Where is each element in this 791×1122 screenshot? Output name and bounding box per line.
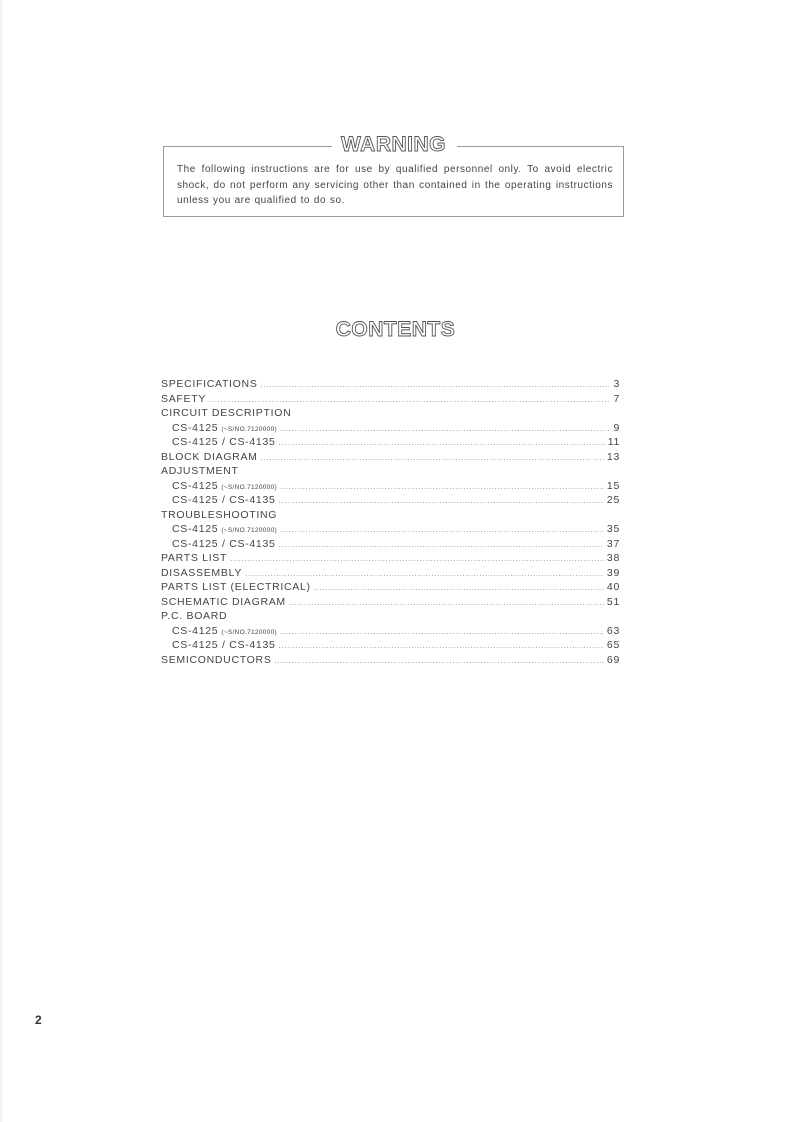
toc-leader-dots <box>280 625 604 640</box>
toc-label: SAFETY <box>161 392 207 405</box>
toc-page-number: 7 <box>613 392 620 405</box>
toc-page-number: 35 <box>606 523 620 535</box>
toc-serial-note: (~S/NO.7120000) <box>221 425 277 433</box>
toc-label: CS-4125 / CS-4135 <box>172 639 276 651</box>
toc-leader-dots <box>245 567 604 582</box>
toc-section-circuit-description <box>161 406 620 421</box>
toc-label: DISASSEMBLY <box>161 566 243 579</box>
toc-entry-schematic-diagram[interactable] <box>161 595 620 610</box>
toc-entry-pcboard-cs4125-cs4135[interactable] <box>161 638 620 653</box>
toc-entry-safety[interactable] <box>161 392 620 407</box>
toc-page-number: 63 <box>606 624 620 637</box>
toc-leader-dots <box>209 393 609 408</box>
toc-leader-dots <box>314 581 604 596</box>
toc-section-adjustment <box>161 464 620 479</box>
toc-page-number: 11 <box>607 436 620 448</box>
toc-entry-disassembly[interactable] <box>161 566 620 581</box>
toc-leader-dots <box>280 422 609 437</box>
toc-leader-dots <box>230 552 604 567</box>
toc-page-number: 38 <box>606 552 620 564</box>
toc-entry-circuit-cs4125[interactable] <box>161 421 620 436</box>
toc-label: CS-4125 / CS-4135 <box>172 494 276 506</box>
toc-serial-note: (~S/NO.7120000) <box>221 628 277 636</box>
toc-page-number: 25 <box>606 494 620 506</box>
table-of-contents <box>161 377 620 667</box>
toc-label: SPECIFICATIONS <box>161 378 258 390</box>
toc-serial-note: (~S/NO.7120000) <box>221 527 277 534</box>
toc-entry-adjustment-cs4125[interactable] <box>161 479 620 494</box>
toc-section-troubleshooting <box>161 508 620 523</box>
toc-page-number: 3 <box>613 378 620 390</box>
toc-label: PARTS LIST (ELECTRICAL) <box>161 581 311 593</box>
toc-page-number: 40 <box>606 581 620 593</box>
toc-model: CS-4125 <box>172 523 219 535</box>
toc-leader-dots <box>279 639 604 654</box>
toc-model: CS-4125 <box>172 479 219 492</box>
toc-leader-dots <box>279 494 604 509</box>
toc-entry-specifications[interactable] <box>161 377 620 392</box>
toc-leader-dots <box>279 538 604 553</box>
toc-page-number: 37 <box>606 537 620 550</box>
warning-box <box>163 133 624 217</box>
toc-entry-adjustment-cs4125-cs4135[interactable] <box>161 493 620 508</box>
contents-title: CONTENTS <box>335 318 456 341</box>
toc-page-number: 9 <box>613 421 620 434</box>
toc-page-number: 13 <box>606 450 620 463</box>
toc-leader-dots <box>289 596 604 611</box>
toc-section-label: CIRCUIT DESCRIPTION <box>161 407 292 419</box>
toc-label: SEMICONDUCTORS <box>161 653 272 666</box>
toc-label: CS-4125 / CS-4135 <box>172 436 276 448</box>
toc-page-number: 51 <box>606 595 620 608</box>
toc-entry-troubleshooting-cs4125-cs4135[interactable] <box>161 537 620 552</box>
toc-page-number: 65 <box>606 639 620 651</box>
toc-section-pc-board <box>161 609 620 624</box>
toc-entry-parts-list[interactable] <box>161 551 620 566</box>
toc-label: CS-4125 / CS-4135 <box>172 537 276 550</box>
toc-page-number: 15 <box>606 479 620 492</box>
toc-leader-dots <box>280 480 604 495</box>
toc-label: PARTS LIST <box>161 552 228 564</box>
toc-leader-dots <box>280 523 604 538</box>
page-number: 2 <box>35 1013 42 1027</box>
toc-leader-dots <box>275 654 604 669</box>
toc-entry-troubleshooting-cs4125[interactable] <box>161 522 620 537</box>
toc-entry-parts-list-electrical[interactable] <box>161 580 620 595</box>
toc-section-label: P.C. BOARD <box>161 610 228 622</box>
toc-section-label: ADJUSTMENT <box>161 465 239 477</box>
warning-title: WARNING <box>341 133 446 156</box>
toc-page-number: 39 <box>606 566 620 579</box>
toc-serial-note: (~S/NO.7120000) <box>221 483 277 491</box>
toc-leader-dots <box>279 436 605 451</box>
toc-model: CS-4125 <box>172 624 219 637</box>
toc-entry-semiconductors[interactable] <box>161 653 620 668</box>
toc-section-label: TROUBLESHOOTING <box>161 508 278 521</box>
toc-entry-block-diagram[interactable] <box>161 450 620 465</box>
toc-entry-circuit-cs4125-cs4135[interactable] <box>161 435 620 450</box>
toc-leader-dots <box>261 451 604 466</box>
toc-model: CS-4125 <box>172 421 219 434</box>
toc-leader-dots <box>261 378 609 393</box>
toc-page-number: 69 <box>606 653 620 666</box>
toc-label: BLOCK DIAGRAM <box>161 450 258 463</box>
toc-entry-pcboard-cs4125[interactable] <box>161 624 620 639</box>
warning-text: The following instructions are for use by qualified personnel only. To avoid electric shock, do not perform any servicing other than contained in the operating instructions unless you are qualified to do so. <box>177 164 613 206</box>
scan-edge <box>0 0 4 1122</box>
toc-label: SCHEMATIC DIAGRAM <box>161 595 286 608</box>
